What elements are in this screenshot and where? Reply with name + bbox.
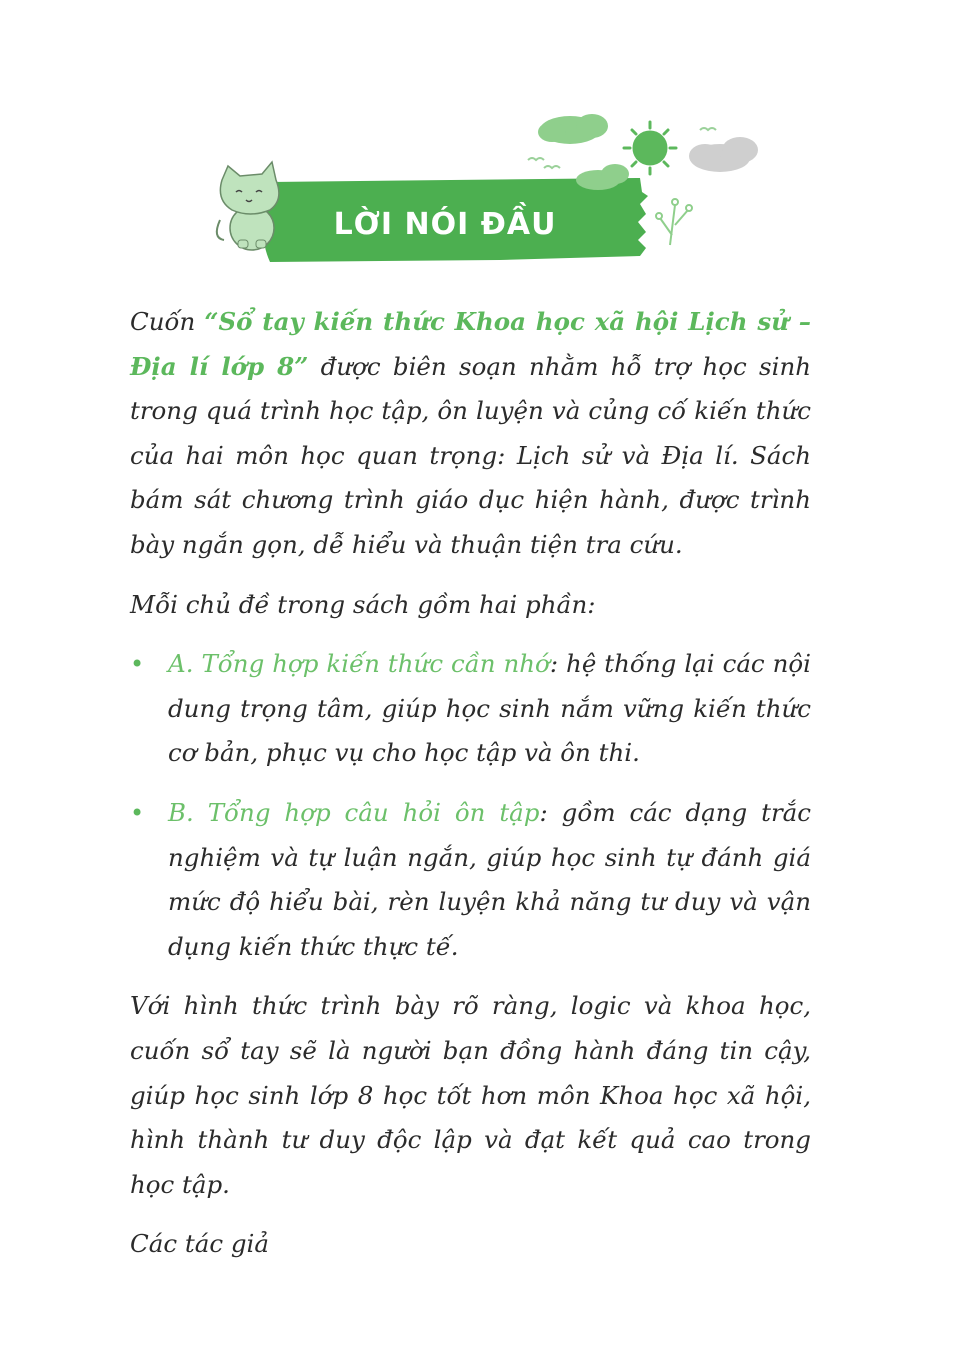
intro-text: được biên soạn nhằm hỗ trợ học sinh trong quá trình học tập, ôn luyện và củng cố kiến thức của hai môn học quan trọng: Lịch sử và Địa lí. Sách bám sát chương trình giáo dục hiện hành, được trình bày ngắn gọn, dễ hiểu và thuận tiện tra cứu. (130, 351, 811, 559)
parts-list (130, 642, 811, 969)
part-label: A. Tổng hợp kiến thức cần nhớ (168, 649, 550, 679)
page-title: LỜI NÓI ĐẦU (333, 207, 557, 242)
cloud-icon (689, 137, 758, 172)
intro-paragraph (130, 300, 811, 568)
header-banner (200, 100, 780, 280)
intro-prefix: Cuốn (130, 307, 205, 336)
sun-icon (624, 122, 676, 174)
cat-icon (217, 162, 279, 250)
bullet-icon: • (130, 650, 145, 679)
conclusion-paragraph: Với hình thức trình bày rõ ràng, logic và khoa học, cuốn sổ tay sẽ là người bạn đồng hành đáng tin cậy, giúp học sinh lớp 8 học tốt hơn môn Khoa học xã hội, hình thành tư duy độc lập và đạt kết quả cao trong học tập. (130, 991, 811, 1199)
header-illustration (200, 100, 780, 280)
preface-body (130, 300, 811, 1282)
part-text: : gồm các dạng trắc nghiệm và tự luận ngắn, giúp học sinh tự đánh giá mức độ hiểu bài, rèn luyện khả năng tư duy và vận dụng kiến thức thực tế. (168, 797, 811, 961)
flower-icon (656, 199, 692, 245)
bullet-icon: • (130, 798, 145, 827)
list-item (130, 791, 811, 969)
part-text: : hệ thống lại các nội dung trọng tâm, giúp học sinh nắm vững kiến thức cơ bản, phục vụ cho học tập và ôn thi. (168, 649, 811, 768)
parts-intro: Mỗi chủ đề trong sách gồm hai phần: (130, 589, 596, 619)
signature: Các tác giả (130, 1229, 269, 1259)
cloud-icon (538, 114, 629, 190)
book-title: “Sổ tay kiến thức Khoa học xã hội Lịch sử – Địa lí lớp 8” (130, 307, 811, 381)
list-item (130, 642, 811, 776)
part-label: B. Tổng hợp câu hỏi ôn tập (168, 797, 540, 827)
